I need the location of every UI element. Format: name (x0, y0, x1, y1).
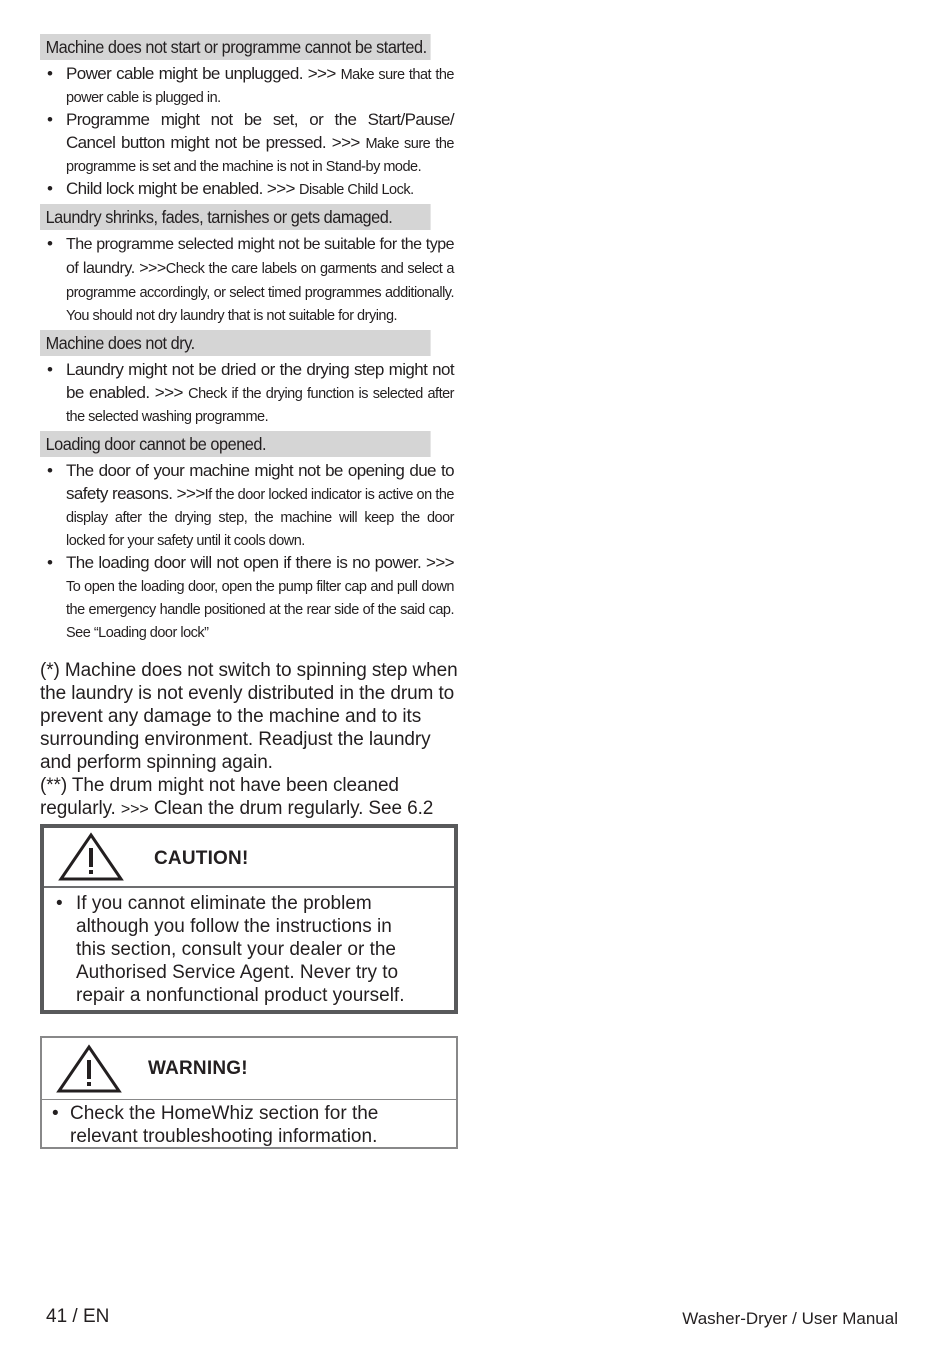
warning-triangle-icon (56, 1044, 122, 1094)
item-list (40, 356, 460, 431)
footnote-drum (40, 774, 465, 821)
item-list (40, 457, 460, 647)
footnotes (40, 659, 465, 821)
cause-text: Child lock might be enabled. >>> (66, 179, 300, 198)
remedy-text: Check the care labels on garments and select a programme accordingly, or select timed programmes additionally. You should not dry laundry that is not suitable for drying. (66, 261, 454, 324)
remedy-text: If the door locked indicator is active on the display after the drying step, the machine will keep the door locked for your safety until it cools down. (66, 487, 455, 549)
cause-text: The door of your machine might not be opening due to safety reasons. >>> (66, 461, 454, 503)
list-item (40, 358, 460, 427)
warning-box (40, 1036, 458, 1149)
warning-text: Check the HomeWhiz section for the relevant troubleshooting information. (70, 1103, 379, 1147)
list-item (40, 232, 460, 326)
cause-text: The loading door will not open if there is no power. >>> (66, 553, 454, 572)
footnote-spinning: (*) Machine does not switch to spinning step when the laundry is not evenly distributed in the drum to prevent any damage to the machine and to its surrounding environment. Readjust the laundry and perform spinning again. (40, 660, 458, 773)
section-header: Machine does not dry. (40, 330, 431, 356)
bullet: • (56, 893, 63, 914)
list-item (40, 459, 460, 551)
list-item (40, 62, 460, 108)
section-header: Laundry shrinks, fades, tarnishes or gets damaged. (40, 204, 431, 230)
warning-triangle-icon (58, 832, 124, 882)
section-door-cannot-open (40, 431, 460, 647)
list-item (40, 108, 460, 177)
section-machine-does-not-start (40, 34, 460, 204)
footnote-drum-remedy: Clean the drum regularly. See 6.2 (148, 798, 434, 819)
warning-header (42, 1038, 456, 1100)
section-header: Machine does not start or programme cannot be started. (40, 34, 431, 60)
caution-title: CAUTION! (154, 848, 249, 869)
item-list (40, 60, 460, 204)
caution-body (44, 888, 454, 1007)
warning-title: WARNING! (148, 1058, 248, 1079)
cause-text: Programme might not be set, or the Start/Pause/ Cancel button might not be pressed. >>> (66, 110, 454, 152)
item-list (40, 230, 460, 330)
bullet: • (52, 1103, 59, 1124)
caution-box (40, 824, 458, 1014)
list-item (40, 551, 460, 643)
remedy-text: Disable Child Lock. (299, 182, 414, 198)
warning-body (42, 1100, 456, 1148)
document-title: Washer-Dryer / User Manual (682, 1309, 898, 1328)
caution-text: If you cannot eliminate the problem although you follow the instructions in this section, consult your dealer or the Authorised Service Agent. Never try to repair a nonfunctional product yourself. (76, 893, 405, 1006)
remedy-text: To open the loading door, open the pump filter cap and pull down the emergency handle positioned at the rear side of the said cap. See “Loading door lock” (66, 579, 454, 641)
cause-text: Laundry might not be dried or the drying step might not be enabled. >>> (66, 360, 454, 402)
section-header: Loading door cannot be opened. (40, 431, 431, 457)
caution-header (44, 828, 454, 888)
footnote-drum-text: (**) The drum might not have been cleaned regularly. (40, 775, 399, 819)
section-laundry-damaged (40, 204, 460, 330)
remedy-text: Check if the drying function is selected after the selected washing programme. (66, 386, 454, 425)
cause-text: The programme selected might not be suitable for the type of laundry. >>> (66, 236, 454, 277)
page-number: 41 / EN (46, 1306, 110, 1327)
remedy-text: Make sure the programme is set and the machine is not in Stand-by mode. (66, 136, 455, 175)
remedy-text: Make sure that the power cable is plugged in. (66, 67, 454, 106)
footnote-arrow: >>> (120, 801, 149, 818)
cause-text: Power cable might be unplugged. >>> (66, 64, 341, 83)
section-machine-does-not-dry (40, 330, 460, 431)
troubleshooting-list (40, 34, 460, 647)
list-item (40, 177, 460, 200)
